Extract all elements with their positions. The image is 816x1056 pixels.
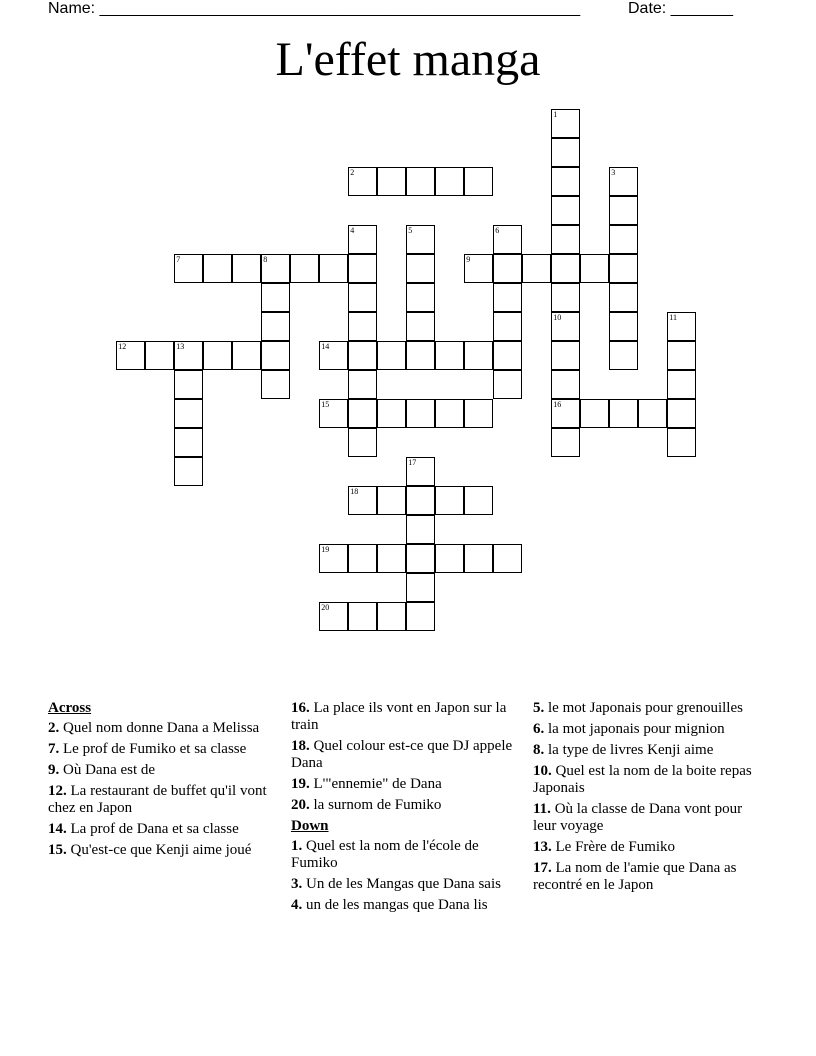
grid-cell[interactable] <box>667 399 696 428</box>
grid-cell[interactable] <box>406 457 435 486</box>
clue-number: 12. <box>48 783 67 799</box>
grid-cell[interactable] <box>261 312 290 341</box>
grid-cell[interactable] <box>319 399 348 428</box>
cell-number: 1 <box>553 110 558 120</box>
clue-number: 5. <box>533 700 545 716</box>
clues-column-2 <box>291 700 523 918</box>
cell-number: 2 <box>350 168 355 178</box>
grid-cell[interactable] <box>348 428 377 457</box>
grid-cell[interactable] <box>551 254 580 283</box>
grid-cell[interactable] <box>174 428 203 457</box>
grid-cell[interactable] <box>319 602 348 631</box>
grid-cell[interactable] <box>377 602 406 631</box>
clue-across-15 <box>48 842 280 859</box>
clue-down-17 <box>533 860 765 894</box>
clue-number: 14. <box>48 821 67 837</box>
clue-text: La nom de l'amie que Dana as recontré en le Japon <box>533 860 737 893</box>
cell-number: 4 <box>350 226 355 236</box>
clue-number: 10. <box>533 763 552 779</box>
clue-number: 11. <box>533 801 551 817</box>
clue-number: 6. <box>533 721 545 737</box>
grid-cell[interactable] <box>232 254 261 283</box>
clue-across-12 <box>48 783 280 817</box>
grid-cell[interactable] <box>377 399 406 428</box>
grid-cell[interactable] <box>493 370 522 399</box>
grid-cell[interactable] <box>551 283 580 312</box>
cell-number: 16 <box>553 400 562 410</box>
grid-cell[interactable] <box>609 225 638 254</box>
clue-number: 19. <box>291 776 310 792</box>
grid-cell[interactable] <box>406 341 435 370</box>
grid-cell[interactable] <box>551 167 580 196</box>
cell-number: 9 <box>466 255 471 265</box>
grid-cell[interactable] <box>406 399 435 428</box>
clue-text: la surnom de Fumiko <box>309 797 442 813</box>
clue-number: 13. <box>533 839 552 855</box>
grid-cell[interactable] <box>551 428 580 457</box>
grid-cell[interactable] <box>261 341 290 370</box>
grid-cell[interactable] <box>435 544 464 573</box>
grid-cell[interactable] <box>348 225 377 254</box>
grid-cell[interactable] <box>551 341 580 370</box>
grid-cell[interactable] <box>580 254 609 283</box>
grid-cell[interactable] <box>406 486 435 515</box>
grid-cell[interactable] <box>406 254 435 283</box>
grid-cell[interactable] <box>464 254 493 283</box>
clue-number: 7. <box>48 741 60 757</box>
grid-cell[interactable] <box>348 486 377 515</box>
clue-text: Le Frère de Fumiko <box>551 839 676 855</box>
grid-cell[interactable] <box>493 341 522 370</box>
cell-number: 8 <box>263 255 268 265</box>
cell-number: 7 <box>176 255 181 265</box>
grid-cell[interactable] <box>522 254 551 283</box>
grid-cell[interactable] <box>406 312 435 341</box>
cell-number: 6 <box>495 226 500 236</box>
name-field-label: Name: ______________________________________________________ <box>48 0 581 17</box>
grid-cell[interactable] <box>493 544 522 573</box>
cell-number: 5 <box>408 226 413 236</box>
grid-cell[interactable] <box>377 341 406 370</box>
grid-cell[interactable] <box>116 341 145 370</box>
grid-cell[interactable] <box>609 167 638 196</box>
clues-column-3 <box>533 700 765 898</box>
clue-down-1 <box>291 838 523 872</box>
grid-cell[interactable] <box>551 370 580 399</box>
clue-text: le mot Japonais pour grenouilles <box>544 700 743 716</box>
grid-cell[interactable] <box>174 399 203 428</box>
grid-cell[interactable] <box>377 486 406 515</box>
grid-cell[interactable] <box>464 399 493 428</box>
clue-number: 1. <box>291 838 303 854</box>
clue-across-2 <box>48 720 280 737</box>
grid-cell[interactable] <box>435 167 464 196</box>
clues-column-1 <box>48 700 280 863</box>
clue-text: Quel nom donne Dana a Melissa <box>59 720 260 736</box>
grid-cell[interactable] <box>609 254 638 283</box>
clue-text: la mot japonais pour mignion <box>544 721 725 737</box>
clue-down-4 <box>291 897 523 914</box>
cell-number: 11 <box>669 313 677 323</box>
clue-number: 2. <box>48 720 60 736</box>
clue-text: Où Dana est de <box>59 762 156 778</box>
clue-down-6 <box>533 721 765 738</box>
clue-number: 4. <box>291 897 303 913</box>
grid-cell[interactable] <box>464 341 493 370</box>
grid-cell[interactable] <box>174 341 203 370</box>
clue-text: Quel est la nom de la boite repas Japonais <box>533 763 752 796</box>
grid-cell[interactable] <box>203 254 232 283</box>
clue-text: Où la classe de Dana vont pour leur voyage <box>533 801 743 834</box>
grid-cell[interactable] <box>551 225 580 254</box>
grid-cell[interactable] <box>464 486 493 515</box>
grid-cell[interactable] <box>174 254 203 283</box>
clue-down-11 <box>533 801 765 835</box>
clue-down-8 <box>533 742 765 759</box>
grid-cell[interactable] <box>493 312 522 341</box>
grid-cell[interactable] <box>406 167 435 196</box>
clue-down-10 <box>533 763 765 797</box>
cell-number: 3 <box>611 168 616 178</box>
clue-across-20 <box>291 797 523 814</box>
grid-cell[interactable] <box>406 225 435 254</box>
cell-number: 17 <box>408 458 417 468</box>
grid-cell[interactable] <box>377 544 406 573</box>
grid-cell[interactable] <box>580 399 609 428</box>
cell-number: 20 <box>321 603 330 613</box>
clue-across-18 <box>291 738 523 772</box>
clue-number: 8. <box>533 742 545 758</box>
clue-text: la type de livres Kenji aime <box>544 742 714 758</box>
grid-cell[interactable] <box>667 312 696 341</box>
grid-cell[interactable] <box>551 109 580 138</box>
grid-cell[interactable] <box>435 486 464 515</box>
grid-cell[interactable] <box>551 138 580 167</box>
clue-across-7 <box>48 741 280 758</box>
grid-cell[interactable] <box>493 283 522 312</box>
clue-text: La prof de Dana et sa classe <box>66 821 239 837</box>
grid-cell[interactable] <box>667 341 696 370</box>
clue-text: Le prof de Fumiko et sa classe <box>59 741 247 757</box>
grid-cell[interactable] <box>261 283 290 312</box>
clue-across-9 <box>48 762 280 779</box>
grid-cell[interactable] <box>493 254 522 283</box>
grid-cell[interactable] <box>348 167 377 196</box>
grid-cell[interactable] <box>464 167 493 196</box>
clue-down-5 <box>533 700 765 717</box>
clue-across-19 <box>291 776 523 793</box>
grid-cell[interactable] <box>435 399 464 428</box>
cell-number: 14 <box>321 342 330 352</box>
cell-number: 13 <box>176 342 185 352</box>
across-heading: Across <box>48 700 92 716</box>
grid-cell[interactable] <box>348 312 377 341</box>
grid-cell[interactable] <box>145 341 174 370</box>
grid-cell[interactable] <box>406 515 435 544</box>
grid-cell[interactable] <box>551 399 580 428</box>
clue-number: 3. <box>291 876 303 892</box>
grid-cell[interactable] <box>667 370 696 399</box>
clue-across-14 <box>48 821 280 838</box>
grid-cell[interactable] <box>377 167 406 196</box>
grid-cell[interactable] <box>667 428 696 457</box>
grid-cell[interactable] <box>406 573 435 602</box>
clue-text: Quel est la nom de l'école de Fumiko <box>291 838 479 871</box>
grid-cell[interactable] <box>609 196 638 225</box>
grid-cell[interactable] <box>348 544 377 573</box>
grid-cell[interactable] <box>348 602 377 631</box>
clue-number: 17. <box>533 860 552 876</box>
clue-text: La restaurant de buffet qu'il vont chez en Japon <box>48 783 267 816</box>
grid-cell[interactable] <box>319 341 348 370</box>
grid-cell[interactable] <box>638 399 667 428</box>
clue-down-3 <box>291 876 523 893</box>
grid-cell[interactable] <box>261 254 290 283</box>
grid-cell[interactable] <box>232 341 261 370</box>
grid-cell[interactable] <box>348 254 377 283</box>
clue-text: La place ils vont en Japon sur la train <box>291 700 507 733</box>
grid-cell[interactable] <box>464 544 493 573</box>
grid-cell[interactable] <box>174 457 203 486</box>
clue-down-13 <box>533 839 765 856</box>
clue-text: Un de les Mangas que Dana sais <box>302 876 501 892</box>
grid-cell[interactable] <box>406 283 435 312</box>
grid-cell[interactable] <box>406 602 435 631</box>
page-title: L'effet manga <box>275 33 541 86</box>
cell-number: 10 <box>553 313 562 323</box>
grid-cell[interactable] <box>348 399 377 428</box>
date-field-label: Date: _______ <box>628 0 733 17</box>
grid-cell[interactable] <box>609 283 638 312</box>
clue-text: Quel colour est-ce que DJ appele Dana <box>291 738 513 771</box>
grid-cell[interactable] <box>609 341 638 370</box>
clue-text: L'"ennemie" de Dana <box>309 776 442 792</box>
clue-number: 18. <box>291 738 310 754</box>
grid-cell[interactable] <box>609 312 638 341</box>
grid-cell[interactable] <box>348 341 377 370</box>
down-heading: Down <box>291 818 329 834</box>
cell-number: 12 <box>118 342 127 352</box>
grid-cell[interactable] <box>609 399 638 428</box>
clue-number: 15. <box>48 842 67 858</box>
clue-text: un de les mangas que Dana lis <box>302 897 488 913</box>
clue-number: 20. <box>291 797 310 813</box>
grid-cell[interactable] <box>551 196 580 225</box>
cell-number: 15 <box>321 400 330 410</box>
grid-cell[interactable] <box>348 283 377 312</box>
cell-number: 19 <box>321 545 330 555</box>
grid-cell[interactable] <box>290 254 319 283</box>
grid-cell[interactable] <box>348 370 377 399</box>
grid-cell[interactable] <box>319 254 348 283</box>
clue-number: 9. <box>48 762 60 778</box>
grid-cell[interactable] <box>435 341 464 370</box>
grid-cell[interactable] <box>174 370 203 399</box>
clue-number: 16. <box>291 700 310 716</box>
grid-cell[interactable] <box>551 312 580 341</box>
grid-cell[interactable] <box>406 544 435 573</box>
grid-cell[interactable] <box>493 225 522 254</box>
cell-number: 18 <box>350 487 359 497</box>
grid-cell[interactable] <box>203 341 232 370</box>
clue-text: Qu'est-ce que Kenji aime joué <box>66 842 252 858</box>
grid-cell[interactable] <box>261 370 290 399</box>
grid-cell[interactable] <box>319 544 348 573</box>
clue-across-16 <box>291 700 523 734</box>
